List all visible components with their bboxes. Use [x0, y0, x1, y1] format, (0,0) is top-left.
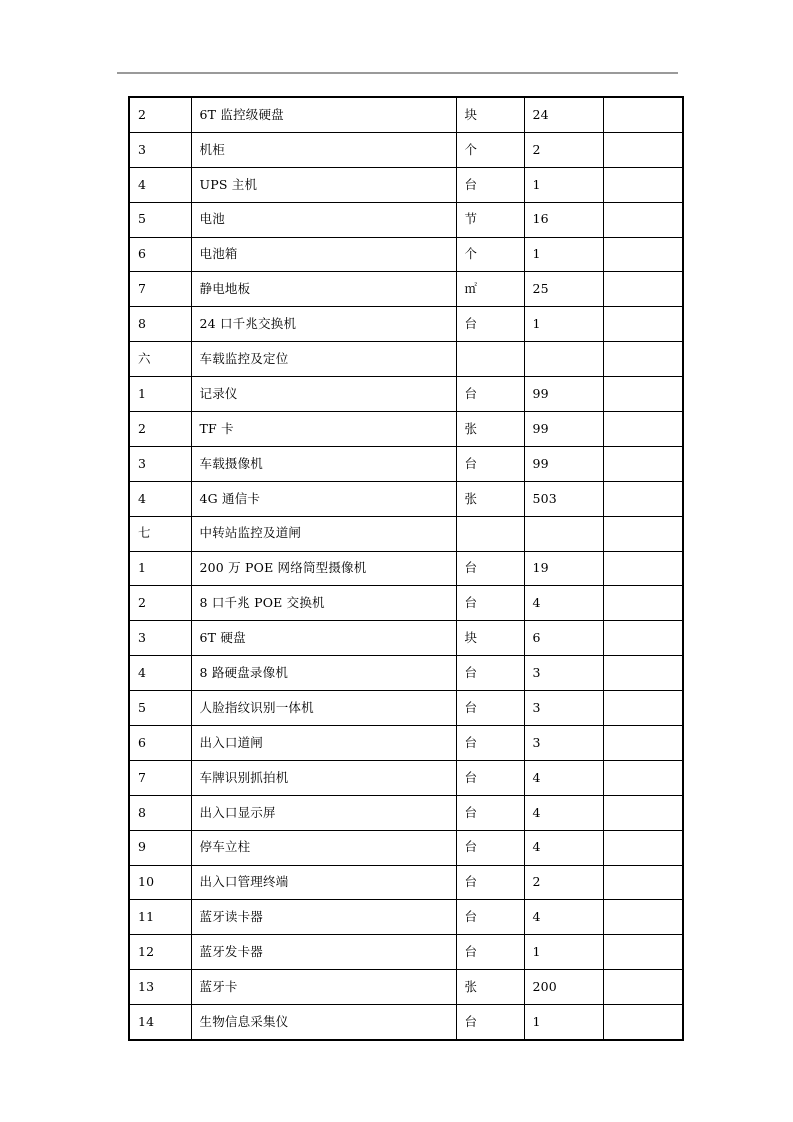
remark-cell — [603, 167, 683, 202]
row-index-cell: 12 — [129, 935, 191, 970]
item-name-cell: 电池 — [191, 202, 456, 237]
item-name-cell: 电池箱 — [191, 237, 456, 272]
row-index-cell: 8 — [129, 307, 191, 342]
quantity-cell: 99 — [524, 377, 603, 412]
quantity-cell: 1 — [524, 1005, 603, 1040]
remark-cell — [603, 935, 683, 970]
remark-cell — [603, 970, 683, 1005]
row-index-cell: 10 — [129, 865, 191, 900]
item-name-cell: 人脸指纹识别一体机 — [191, 691, 456, 726]
quantity-cell: 25 — [524, 272, 603, 307]
remark-cell — [603, 412, 683, 447]
remark-cell — [603, 481, 683, 516]
quantity-cell: 2 — [524, 865, 603, 900]
quantity-cell: 1 — [524, 167, 603, 202]
item-name-cell: 出入口道闸 — [191, 726, 456, 761]
item-name-cell: 蓝牙发卡器 — [191, 935, 456, 970]
row-index-cell: 7 — [129, 760, 191, 795]
row-index-cell: 4 — [129, 656, 191, 691]
remark-cell — [603, 900, 683, 935]
unit-cell: 台 — [456, 446, 524, 481]
equipment-table-container — [128, 96, 682, 1041]
quantity-cell: 200 — [524, 970, 603, 1005]
unit-cell: 台 — [456, 865, 524, 900]
table-row — [129, 970, 683, 1005]
table-row — [129, 586, 683, 621]
row-index-cell: 4 — [129, 481, 191, 516]
unit-cell: 张 — [456, 412, 524, 447]
unit-cell: 台 — [456, 691, 524, 726]
remark-cell — [603, 307, 683, 342]
item-name-cell: 6T 监控级硬盘 — [191, 97, 456, 132]
row-index-cell: 3 — [129, 132, 191, 167]
table-row — [129, 760, 683, 795]
row-index-cell: 3 — [129, 446, 191, 481]
quantity-cell: 3 — [524, 656, 603, 691]
remark-cell — [603, 202, 683, 237]
table-row — [129, 272, 683, 307]
quantity-cell: 1 — [524, 935, 603, 970]
quantity-cell: 19 — [524, 551, 603, 586]
item-name-cell: 记录仪 — [191, 377, 456, 412]
quantity-cell: 1 — [524, 307, 603, 342]
quantity-cell: 4 — [524, 795, 603, 830]
quantity-cell: 6 — [524, 621, 603, 656]
remark-cell — [603, 586, 683, 621]
row-index-cell: 13 — [129, 970, 191, 1005]
item-name-cell: 生物信息采集仪 — [191, 1005, 456, 1040]
row-index-cell: 5 — [129, 691, 191, 726]
table-row — [129, 342, 683, 377]
unit-cell: ㎡ — [456, 272, 524, 307]
item-name-cell: 出入口管理终端 — [191, 865, 456, 900]
row-index-cell: 11 — [129, 900, 191, 935]
unit-cell: 块 — [456, 97, 524, 132]
quantity-cell — [524, 516, 603, 551]
row-index-cell: 2 — [129, 97, 191, 132]
unit-cell: 个 — [456, 132, 524, 167]
item-name-cell: UPS 主机 — [191, 167, 456, 202]
item-name-cell: 6T 硬盘 — [191, 621, 456, 656]
table-row — [129, 132, 683, 167]
item-name-cell: 蓝牙卡 — [191, 970, 456, 1005]
table-row — [129, 97, 683, 132]
unit-cell: 张 — [456, 481, 524, 516]
quantity-cell: 4 — [524, 760, 603, 795]
quantity-cell: 4 — [524, 900, 603, 935]
quantity-cell: 3 — [524, 726, 603, 761]
unit-cell: 台 — [456, 830, 524, 865]
remark-cell — [603, 272, 683, 307]
row-index-cell: 5 — [129, 202, 191, 237]
table-row — [129, 726, 683, 761]
remark-cell — [603, 691, 683, 726]
remark-cell — [603, 656, 683, 691]
item-name-cell: 8 口千兆 POE 交换机 — [191, 586, 456, 621]
remark-cell — [603, 516, 683, 551]
quantity-cell: 503 — [524, 481, 603, 516]
unit-cell: 台 — [456, 377, 524, 412]
remark-cell — [603, 830, 683, 865]
remark-cell — [603, 621, 683, 656]
unit-cell: 台 — [456, 935, 524, 970]
remark-cell — [603, 377, 683, 412]
item-name-cell: 停车立柱 — [191, 830, 456, 865]
row-index-cell: 8 — [129, 795, 191, 830]
item-name-cell: 机柜 — [191, 132, 456, 167]
row-index-cell: 14 — [129, 1005, 191, 1040]
quantity-cell: 3 — [524, 691, 603, 726]
unit-cell: 块 — [456, 621, 524, 656]
item-name-cell: 车载监控及定位 — [191, 342, 456, 377]
row-index-cell: 1 — [129, 377, 191, 412]
equipment-quantity-table — [128, 96, 684, 1041]
item-name-cell: TF 卡 — [191, 412, 456, 447]
unit-cell: 台 — [456, 586, 524, 621]
table-row — [129, 691, 683, 726]
item-name-cell: 静电地板 — [191, 272, 456, 307]
quantity-cell: 16 — [524, 202, 603, 237]
table-row — [129, 865, 683, 900]
row-index-cell: 7 — [129, 272, 191, 307]
remark-cell — [603, 760, 683, 795]
table-row — [129, 202, 683, 237]
remark-cell — [603, 795, 683, 830]
table-row — [129, 830, 683, 865]
table-row — [129, 621, 683, 656]
quantity-cell: 2 — [524, 132, 603, 167]
item-name-cell: 200 万 POE 网络筒型摄像机 — [191, 551, 456, 586]
quantity-cell: 24 — [524, 97, 603, 132]
item-name-cell: 8 路硬盘录像机 — [191, 656, 456, 691]
remark-cell — [603, 132, 683, 167]
unit-cell: 台 — [456, 307, 524, 342]
table-row — [129, 377, 683, 412]
remark-cell — [603, 1005, 683, 1040]
unit-cell: 台 — [456, 1005, 524, 1040]
quantity-cell: 1 — [524, 237, 603, 272]
item-name-cell: 车载摄像机 — [191, 446, 456, 481]
table-row — [129, 900, 683, 935]
table-row — [129, 307, 683, 342]
item-name-cell: 中转站监控及道闸 — [191, 516, 456, 551]
item-name-cell: 蓝牙读卡器 — [191, 900, 456, 935]
remark-cell — [603, 446, 683, 481]
remark-cell — [603, 865, 683, 900]
unit-cell: 台 — [456, 900, 524, 935]
remark-cell — [603, 342, 683, 377]
item-name-cell: 4G 通信卡 — [191, 481, 456, 516]
row-index-cell: 6 — [129, 726, 191, 761]
table-row — [129, 551, 683, 586]
row-index-cell: 3 — [129, 621, 191, 656]
row-index-cell: 4 — [129, 167, 191, 202]
row-index-cell: 2 — [129, 412, 191, 447]
table-row — [129, 167, 683, 202]
unit-cell: 台 — [456, 726, 524, 761]
quantity-cell: 99 — [524, 446, 603, 481]
unit-cell: 个 — [456, 237, 524, 272]
table-row — [129, 1005, 683, 1040]
row-index-cell: 1 — [129, 551, 191, 586]
unit-cell: 台 — [456, 795, 524, 830]
unit-cell: 台 — [456, 551, 524, 586]
row-index-cell: 2 — [129, 586, 191, 621]
unit-cell — [456, 342, 524, 377]
quantity-cell: 99 — [524, 412, 603, 447]
unit-cell — [456, 516, 524, 551]
table-body — [129, 97, 683, 1040]
unit-cell: 台 — [456, 656, 524, 691]
unit-cell: 台 — [456, 167, 524, 202]
table-row — [129, 656, 683, 691]
item-name-cell: 车牌识别抓拍机 — [191, 760, 456, 795]
item-name-cell: 出入口显示屏 — [191, 795, 456, 830]
remark-cell — [603, 97, 683, 132]
unit-cell: 台 — [456, 760, 524, 795]
table-row — [129, 516, 683, 551]
row-index-cell: 9 — [129, 830, 191, 865]
table-row — [129, 412, 683, 447]
remark-cell — [603, 237, 683, 272]
table-row — [129, 935, 683, 970]
unit-cell: 节 — [456, 202, 524, 237]
remark-cell — [603, 726, 683, 761]
quantity-cell: 4 — [524, 830, 603, 865]
table-row — [129, 446, 683, 481]
header-separator-rule — [117, 72, 678, 74]
row-index-cell: 七 — [129, 516, 191, 551]
quantity-cell: 4 — [524, 586, 603, 621]
table-row — [129, 237, 683, 272]
quantity-cell — [524, 342, 603, 377]
remark-cell — [603, 551, 683, 586]
table-row — [129, 481, 683, 516]
unit-cell: 张 — [456, 970, 524, 1005]
row-index-cell: 六 — [129, 342, 191, 377]
row-index-cell: 6 — [129, 237, 191, 272]
table-row — [129, 795, 683, 830]
item-name-cell: 24 口千兆交换机 — [191, 307, 456, 342]
